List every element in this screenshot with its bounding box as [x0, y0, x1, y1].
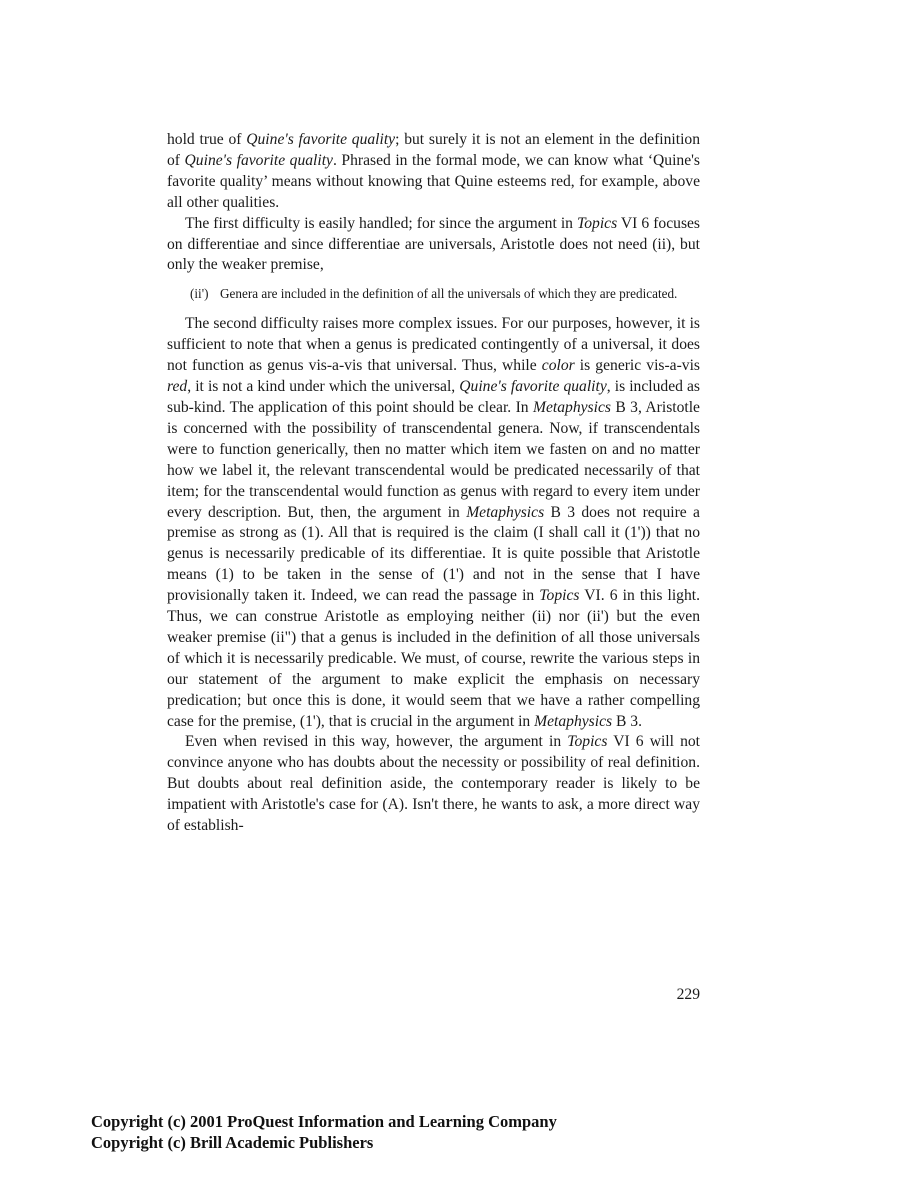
italic-run: Metaphysics — [533, 398, 611, 416]
italic-run: Metaphysics — [534, 712, 613, 730]
text-run: , it is not a kind under which the universal, — [187, 378, 460, 396]
copyright-line-1: Copyright (c) 2001 ProQuest Information and Learning Company — [91, 1112, 557, 1131]
text-run: VI. 6 in this light. Thus, we can construe Aristotle as employing neither (ii) nor (ii') but the even weaker premise (ii") that a genus is included in the definition of all those universals of which it is necessarily predicable. We must, of course, rewrite the various steps in our statement of the argument to make explicit the emphasis on necessary predication; but once this is done, it would seem that we have a rather compelling case for the premise, (1'), that is crucial in the argument in — [167, 587, 700, 730]
page-number: 229 — [676, 986, 700, 1003]
body-text — [167, 130, 700, 837]
italic-run: Topics — [567, 733, 608, 751]
quote-text: Genera are included in the definition of all the universals of which they are predicated. — [220, 286, 678, 302]
italic-run: color — [541, 357, 575, 375]
text-run: Even when revised in this way, however, the argument in — [185, 733, 568, 751]
text-run: . Phrased in the formal mode, we can know what ‘Quine's favorite quality’ means without knowing that Quine esteems red, for example, above all other qualities. — [167, 151, 701, 211]
text-run: The first difficulty is easily handled; for since the argument in — [185, 214, 577, 232]
text-run: B 3. — [612, 712, 642, 730]
paragraph-2 — [167, 214, 700, 277]
italic-run: Quine's favorite quality — [246, 131, 396, 148]
text-run: VI 6 will not convince anyone who has doubts about the necessity or possibility of real definition. But doubts about real definition aside, the contemporary reader is likely to be impatient with Aristotle's case for (A). Isn't there, he wants to ask, a more direct way of establish- — [167, 733, 701, 835]
text-run: The second difficulty raises more complex issues. For our purposes, however, it is sufficient to note that when a genus is predicated contingently of a universal, it does not function as genus vis-a-vis that universal. Thus, while — [167, 315, 700, 375]
italic-run: Quine's favorite quality — [184, 151, 333, 169]
copyright-line-2: Copyright (c) Brill Academic Publishers — [91, 1133, 374, 1152]
italic-run: Topics — [539, 587, 580, 605]
text-run: hold true of — [167, 131, 247, 148]
italic-run: red — [167, 378, 188, 396]
text-run: ; but surely it is not an element in the definition of — [167, 131, 700, 169]
italic-run: Metaphysics — [466, 503, 545, 521]
italic-run: Topics — [576, 214, 618, 232]
copyright-notice — [91, 1111, 557, 1153]
paragraph-1 — [167, 130, 700, 214]
text-run: VI 6 focuses on differentiae and since differentiae are universals, Aristotle does not need (ii), but only the weaker premise, — [167, 214, 700, 274]
text-run: B 3 does not require a premise as strong as (1). All that is required is the claim (I shall call it (1')) that no genus is necessarily predicable of its differentiae. It is quite possible that Aristotle means (1) to be taken in the sense of (1') and not in the sense that I have provisionally taken it. Indeed, we can read the passage in — [167, 503, 700, 605]
text-run: , is included as sub-kind. The application of this point should be clear. In — [167, 378, 700, 416]
paragraph-4 — [167, 732, 700, 837]
text-run: B 3, Aristotle is concerned with the possibility of transcendental genera. Now, if transcendentals were to function generically, then no matter which item we fasten on and no matter how we label it, the relevant transcendental would be predicated necessarily of that item; for the transcendental would function as genus with regard to every item under every description. But, then, the argument in — [167, 398, 700, 521]
block-quote — [190, 285, 700, 302]
paragraph-3 — [167, 314, 700, 732]
text-run: is generic vis-a-vis — [574, 357, 700, 375]
italic-run: Quine's favorite quality — [459, 378, 607, 396]
quote-label: (ii') — [190, 286, 209, 302]
